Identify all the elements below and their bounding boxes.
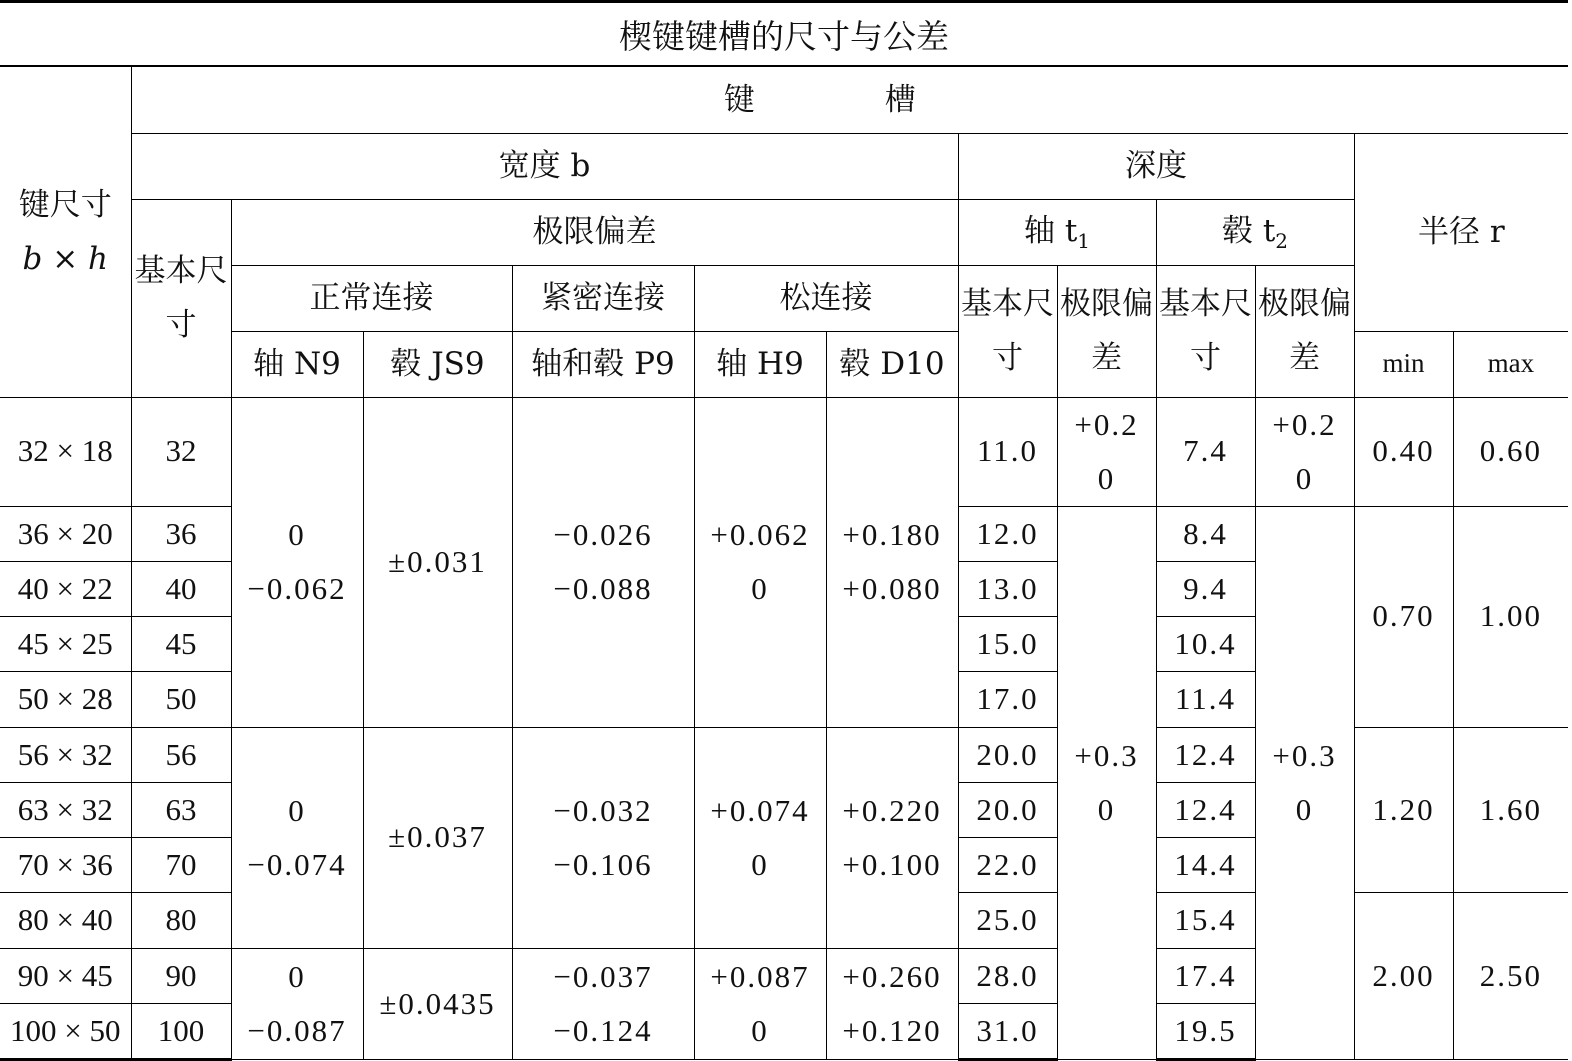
header-row-3 bbox=[0, 199, 1568, 265]
keyway-header: 键 槽 bbox=[131, 67, 1568, 133]
t2-basic-cell: 15.4 bbox=[1156, 893, 1255, 948]
radius-min-cell: 1.20 bbox=[1354, 727, 1453, 893]
t1-basic-cell: 25.0 bbox=[958, 893, 1057, 948]
t2-basic-cell: 7.4 bbox=[1156, 397, 1255, 506]
t1-basic-cell: 15.0 bbox=[958, 617, 1057, 672]
t1-basic-cell: 12.0 bbox=[958, 506, 1057, 561]
table-title: 楔键键槽的尺寸与公差 bbox=[0, 0, 1568, 67]
t2-dev-upper: +0.3 bbox=[1272, 737, 1337, 773]
t1-dev-lower: 0 bbox=[1097, 791, 1116, 827]
basic-size-cell: 40 bbox=[131, 561, 231, 616]
d10-lower: +0.120 bbox=[842, 1012, 942, 1048]
key-size-cell: 56 × 32 bbox=[0, 727, 131, 782]
t2-limit-header: 极限偏差 bbox=[1255, 265, 1354, 397]
p9-cell bbox=[512, 948, 694, 1060]
t2-dev-lower: 0 bbox=[1295, 460, 1314, 496]
t1-limit-header: 极限偏差 bbox=[1057, 265, 1156, 397]
t1-basic-cell: 22.0 bbox=[958, 838, 1057, 893]
p9-upper: −0.037 bbox=[553, 958, 653, 994]
t1-basic-cell: 20.0 bbox=[958, 727, 1057, 782]
shaft-t1-label: 轴 t bbox=[1023, 213, 1078, 250]
t1-basic-cell: 13.0 bbox=[958, 561, 1057, 616]
t2-basic-cell: 11.4 bbox=[1156, 672, 1255, 727]
key-size-cell: 100 × 50 bbox=[0, 1003, 131, 1059]
n9-cell bbox=[231, 397, 363, 727]
tight-conn-header: 紧密连接 bbox=[512, 265, 694, 331]
key-size-cell: 70 × 36 bbox=[0, 838, 131, 893]
shaft-t1-sub: 1 bbox=[1077, 229, 1091, 254]
d10-upper: +0.260 bbox=[842, 958, 942, 994]
t1-basic-cell: 20.0 bbox=[958, 782, 1057, 837]
t2-dev-lower: 0 bbox=[1295, 791, 1314, 827]
key-size-cell: 90 × 45 bbox=[0, 948, 131, 1003]
radius-max-cell: 0.60 bbox=[1453, 397, 1568, 506]
t1-basic-cell: 28.0 bbox=[958, 948, 1057, 1003]
key-size-cell: 80 × 40 bbox=[0, 893, 131, 948]
radius-max-cell: 1.60 bbox=[1453, 727, 1568, 893]
h9-lower: 0 bbox=[751, 571, 769, 606]
p9-cell bbox=[512, 397, 694, 727]
t1-basic-cell: 17.0 bbox=[958, 672, 1057, 727]
n9-lower: −0.087 bbox=[247, 1012, 347, 1048]
d10-lower: +0.100 bbox=[842, 846, 942, 882]
basic-size-header: 基本尺寸 bbox=[131, 199, 231, 397]
d10-upper: +0.220 bbox=[842, 792, 942, 828]
n9-cell bbox=[231, 948, 363, 1060]
hub-t2-label: 毂 t bbox=[1221, 213, 1276, 250]
key-size-header bbox=[0, 67, 131, 397]
radius-max-cell: 2.50 bbox=[1453, 893, 1568, 1060]
t2-limit-cell bbox=[1255, 397, 1354, 506]
h9-upper: +0.062 bbox=[710, 517, 810, 552]
basic-size-cell: 70 bbox=[131, 838, 231, 893]
radius-max-header: max bbox=[1453, 331, 1568, 397]
h9-cell bbox=[694, 948, 826, 1060]
d10-upper: +0.180 bbox=[842, 517, 942, 552]
t2-basic-cell: 8.4 bbox=[1156, 506, 1255, 561]
h9-lower: 0 bbox=[751, 1012, 769, 1048]
t1-basic-header: 基本尺寸 bbox=[958, 265, 1057, 397]
t1-basic-cell: 11.0 bbox=[958, 397, 1057, 506]
normal-conn-header: 正常连接 bbox=[231, 265, 512, 331]
js9-cell: ±0.0435 bbox=[363, 948, 512, 1060]
key-size-cell: 63 × 32 bbox=[0, 782, 131, 837]
h9-cell bbox=[694, 397, 826, 727]
p9-upper: −0.032 bbox=[553, 792, 653, 828]
hub-t2-header bbox=[1156, 199, 1354, 265]
t1-dev-lower: 0 bbox=[1097, 460, 1116, 496]
t2-basic-cell: 10.4 bbox=[1156, 617, 1255, 672]
key-size-var: b × h bbox=[22, 240, 108, 277]
hub-d10-header: 毂 D10 bbox=[826, 331, 958, 397]
p9-upper: −0.026 bbox=[553, 517, 653, 552]
loose-conn-header: 松连接 bbox=[694, 265, 958, 331]
h9-lower: 0 bbox=[751, 846, 769, 882]
t1-basic-cell: 31.0 bbox=[958, 1003, 1057, 1059]
shaft-t1-header bbox=[958, 199, 1156, 265]
h9-cell bbox=[694, 727, 826, 948]
t2-basic-cell: 9.4 bbox=[1156, 561, 1255, 616]
basic-size-cell: 50 bbox=[131, 672, 231, 727]
keyway-dimension-table bbox=[0, 67, 1568, 1061]
hub-js9-header: 毂 JS9 bbox=[363, 331, 512, 397]
basic-size-cell: 80 bbox=[131, 893, 231, 948]
key-size-cell: 40 × 22 bbox=[0, 561, 131, 616]
n9-lower: −0.062 bbox=[247, 571, 347, 606]
t2-dev-upper: +0.2 bbox=[1272, 406, 1337, 442]
limit-dev-header: 极限偏差 bbox=[231, 199, 958, 265]
basic-size-cell: 90 bbox=[131, 948, 231, 1003]
width-header: 宽度 b bbox=[131, 133, 958, 199]
basic-size-cell: 63 bbox=[131, 782, 231, 837]
t1-dev-upper: +0.3 bbox=[1074, 737, 1139, 773]
basic-size-cell: 36 bbox=[131, 506, 231, 561]
basic-size-cell: 56 bbox=[131, 727, 231, 782]
js9-cell: ±0.031 bbox=[363, 397, 512, 727]
t2-basic-cell: 19.5 bbox=[1156, 1003, 1255, 1059]
n9-cell bbox=[231, 727, 363, 948]
t1-limit-cell bbox=[1057, 397, 1156, 506]
basic-size-cell: 32 bbox=[131, 397, 231, 506]
n9-upper: 0 bbox=[288, 958, 306, 994]
d10-cell bbox=[826, 397, 958, 727]
p9-lower: −0.088 bbox=[553, 571, 653, 606]
t2-limit-cell bbox=[1255, 506, 1354, 1060]
hub-t2-sub: 2 bbox=[1275, 229, 1289, 254]
key-size-cell: 50 × 28 bbox=[0, 672, 131, 727]
depth-header: 深度 bbox=[958, 133, 1354, 199]
n9-lower: −0.074 bbox=[247, 846, 347, 882]
radius-min-header: min bbox=[1354, 331, 1453, 397]
radius-header: 半径 r bbox=[1354, 133, 1568, 331]
t1-dev-upper: +0.2 bbox=[1074, 406, 1139, 442]
p9-lower: −0.106 bbox=[553, 846, 653, 882]
p9-lower: −0.124 bbox=[553, 1012, 653, 1048]
key-size-label: 键尺寸 bbox=[18, 186, 112, 223]
js9-cell: ±0.037 bbox=[363, 727, 512, 948]
t2-basic-header: 基本尺寸 bbox=[1156, 265, 1255, 397]
key-size-cell: 36 × 20 bbox=[0, 506, 131, 561]
shaft-h9-header: 轴 H9 bbox=[694, 331, 826, 397]
header-row-4 bbox=[0, 265, 1568, 331]
header-row-1 bbox=[0, 67, 1568, 133]
t2-basic-cell: 12.4 bbox=[1156, 782, 1255, 837]
header-row-2 bbox=[0, 133, 1568, 199]
basic-size-cell: 100 bbox=[131, 1003, 231, 1059]
radius-min-cell: 2.00 bbox=[1354, 893, 1453, 1060]
p9-cell bbox=[512, 727, 694, 948]
key-size-cell: 32 × 18 bbox=[0, 397, 131, 506]
radius-min-cell: 0.40 bbox=[1354, 397, 1453, 506]
t2-basic-cell: 14.4 bbox=[1156, 838, 1255, 893]
n9-upper: 0 bbox=[288, 792, 306, 828]
basic-size-cell: 45 bbox=[131, 617, 231, 672]
h9-upper: +0.087 bbox=[710, 958, 810, 994]
h9-upper: +0.074 bbox=[710, 792, 810, 828]
d10-lower: +0.080 bbox=[842, 571, 942, 606]
t1-limit-cell bbox=[1057, 506, 1156, 1060]
table-row bbox=[0, 397, 1568, 506]
key-size-cell: 45 × 25 bbox=[0, 617, 131, 672]
d10-cell bbox=[826, 727, 958, 948]
d10-cell bbox=[826, 948, 958, 1060]
n9-upper: 0 bbox=[288, 517, 306, 552]
t2-basic-cell: 17.4 bbox=[1156, 948, 1255, 1003]
radius-min-cell: 0.70 bbox=[1354, 506, 1453, 727]
radius-max-cell: 1.00 bbox=[1453, 506, 1568, 727]
t2-basic-cell: 12.4 bbox=[1156, 727, 1255, 782]
shaft-n9-header: 轴 N9 bbox=[231, 331, 363, 397]
shaft-hub-p9-header: 轴和毂 P9 bbox=[512, 331, 694, 397]
